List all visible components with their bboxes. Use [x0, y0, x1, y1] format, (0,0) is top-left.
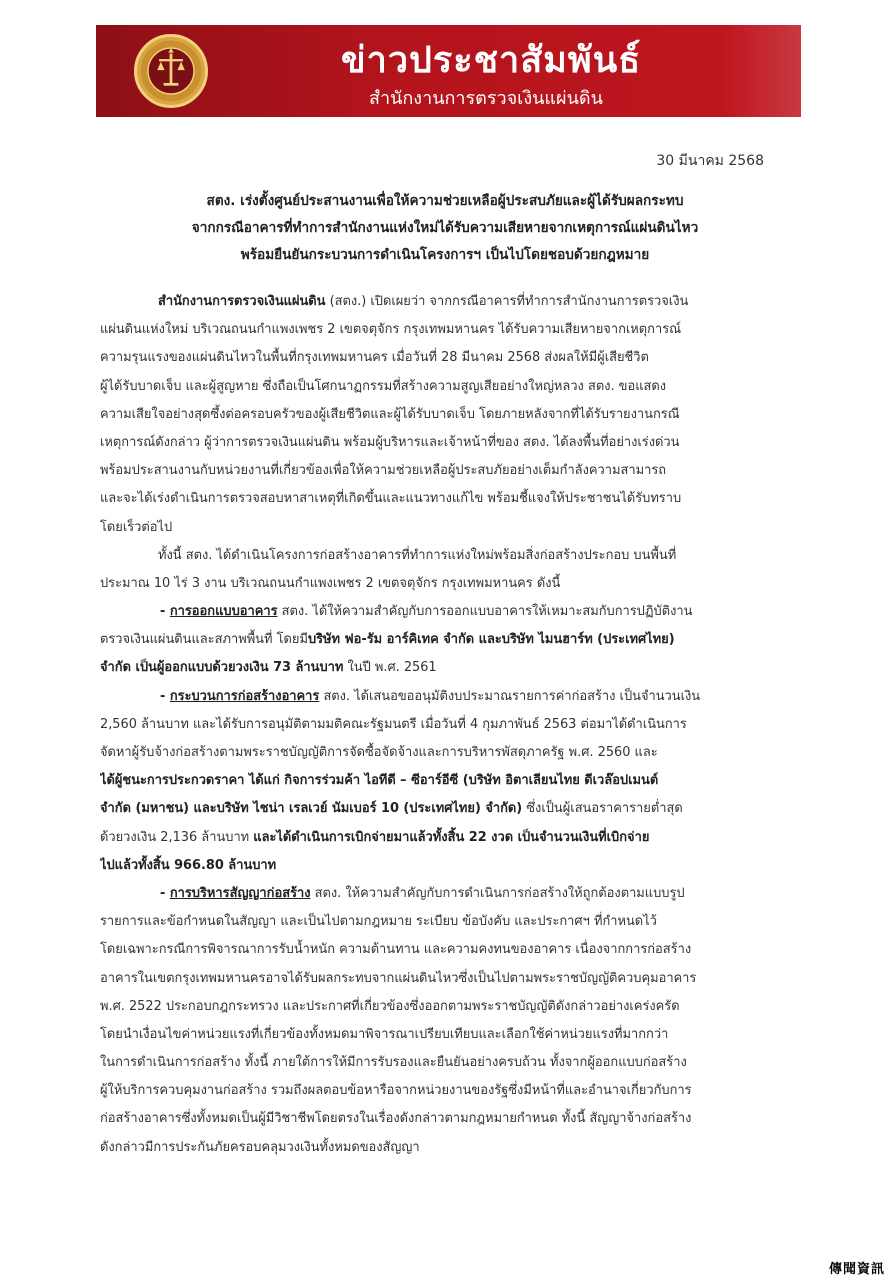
list-item-line: ได้ผู้ชนะการประกวดราคา ได้แก่ กิจการร่วมค้า ไอทีดี – ซีอาร์อีซี (บริษัท อิตาเลียนไทย ดีเวล๊อปเมนต์ — [100, 773, 659, 789]
bullet-dash: - — [160, 885, 170, 901]
list-item-line: ก่อสร้างอาคารซึ่งทั้งหมดเป็นผู้มีวิชาชีพโดยตรงในเรื่องดังกล่าวตามกฎหมายกำหนด ทั้งนี้ สัญญาจ้างก่อสร้าง — [100, 1111, 692, 1127]
list-item-line: โดยนำเงื่อนไขค่าหน่วยแรงที่เกี่ยวข้องทั้งหมดมาพิจารณาเปรียบเทียบและเลือกใช้ค่าหน่วยแรงที่มากกว่า — [100, 1026, 669, 1042]
list-item-line — [100, 880, 790, 908]
watermark: 傳聞資訊 — [828, 1262, 885, 1277]
item-text: ซึ่งเป็นผู้เสนอราคารายต่ำสุด — [522, 801, 683, 817]
headline-line: สตง. เร่งตั้งศูนย์ประสานงานเพื่อให้ความช่วยเหลือผู้ประสบภัยและผู้ได้รับผลกระทบ — [206, 193, 684, 209]
list-item-line: 2,560 ล้านบาท และได้รับการอนุมัติตามมติคณะรัฐมนตรี เมื่อวันที่ 4 กุมภาพันธ์ 2563 ต่อมาได้ดำเนินการ — [100, 716, 687, 732]
item-text: ตรวจเงินแผ่นดินและสภาพพื้นที่ โดยมี — [100, 632, 308, 648]
list-item-line: อาคารในเขตกรุงเทพมหานครอาจได้รับผลกระทบจากแผ่นดินไหวซึ่งเป็นไปตามพระราชบัญญัติควบคุมอาคาร — [100, 970, 697, 986]
list-item-line — [100, 824, 790, 852]
item-heading: การออกแบบอาคาร — [169, 604, 278, 620]
item-text-bold: บริษัท ฟอ-รัม อาร์คิเทค จำกัด และบริษัท ไมนฮาร์ท (ประเทศไทย) — [307, 632, 675, 648]
paragraph-line: และจะได้เร่งดำเนินการตรวจสอบหาสาเหตุที่เกิดขึ้นและแนวทางแก้ไข พร้อมชี้แจงให้ประชาชนได้รับทราบ — [100, 491, 682, 507]
headline-line: จากกรณีอาคารที่ทำการสำนักงานแห่งใหม่ได้รับความเสียหายจากเหตุการณ์แผ่นดินไหว — [191, 220, 699, 236]
list-item-line: ผู้ให้บริการควบคุมงานก่อสร้าง รวมถึงผลตอบข้อหารือจากหน่วยงานของรัฐซึ่งมีหน้าที่และอำนาจเกี่ยวกับการ — [100, 1083, 692, 1099]
list-item-line: จัดหาผู้รับจ้างก่อสร้างตามพระราชบัญญัติการจัดซื้อจัดจ้างและการบริหารพัสดุภาครัฐ พ.ศ. 2560 และ — [100, 745, 658, 760]
paragraph-line: โดยเร็วต่อไป — [100, 519, 173, 535]
list-item-line: ดังกล่าวมีการประกันภัยครอบคลุมวงเงินทั้งหมดของสัญญา — [100, 1139, 420, 1155]
list-item-line: ไปแล้วทั้งสิ้น 966.80 ล้านบาท — [100, 857, 277, 873]
paragraph-line: ความเสียใจอย่างสุดซึ้งต่อครอบครัวของผู้เสียชีวิตและผู้ได้รับบาดเจ็บ โดยภายหลังจากที่ได้รับรายงานกรณี — [100, 406, 680, 422]
paragraph-line: ทั้งนี้ สตง. ได้ดำเนินโครงการก่อสร้างอาคารที่ทำการแห่งใหม่พร้อมสิ่งก่อสร้างประกอบ บนพื้นที่ — [158, 547, 677, 563]
item-text: ด้วยวงเงิน 2,136 ล้านบาท — [100, 829, 254, 845]
list-item-line: ในการดำเนินการก่อสร้าง ทั้งนี้ ภายใต้การให้มีการรับรองและยืนยันอย่างครบถ้วน ทั้งจากผู้ออกแบบก่อสร้าง — [100, 1055, 687, 1071]
banner-highlight — [721, 25, 801, 117]
item-heading: กระบวนการก่อสร้างอาคาร — [169, 688, 320, 704]
paragraph-line — [100, 288, 790, 316]
item-text: ในปี พ.ศ. 2561 — [343, 660, 437, 676]
item-text: สตง. ได้เสนอขออนุมัติงบประมาณรายการค่าก่อสร้าง เป็นจำนวนเงิน — [319, 688, 701, 704]
paragraph-line: แผ่นดินแห่งใหม่ บริเวณถนนกำแพงเพชร 2 เขตจตุจักร กรุงเทพมหานคร ได้รับความเสียหายจากเหตุการณ์ — [100, 322, 682, 338]
list-item-line — [100, 598, 790, 626]
agency-seal-logo — [134, 34, 208, 108]
paragraph-line: ประมาณ 10 ไร่ 3 งาน บริเวณถนนกำแพงเพชร 2 เขตจตุจักร กรุงเทพมหานคร ดังนี้ — [100, 575, 561, 591]
bullet-dash: - — [160, 688, 170, 704]
item-text: สตง. ให้ความสำคัญกับการดำเนินการก่อสร้างให้ถูกต้องตามแบบรูป — [310, 885, 685, 901]
item-text-bold: และได้ดำเนินการเบิกจ่ายมาแล้วทั้งสิ้น 22 งวด เป็นจำนวนเงินที่เบิกจ่าย — [253, 829, 650, 845]
list-item-line — [100, 626, 790, 654]
list-item-line: รายการและข้อกำหนดในสัญญา และเป็นไปตามกฎหมาย ระเบียบ ข้อบังคับ และประกาศฯ ที่กำหนดไว้ — [100, 914, 657, 930]
list-item-line: พ.ศ. 2522 ประกอบกฎกระทรวง และประกาศที่เกี่ยวข้องซึ่งออกตามพระราชบัญญัติดังกล่าวอย่างเคร่งครัด — [100, 998, 680, 1014]
document-date: 30 มีนาคม 2568 — [656, 153, 764, 169]
paragraph-line: พร้อมประสานงานกับหน่วยงานที่เกี่ยวข้องเพื่อให้ความช่วยเหลือผู้ประสบภัยอย่างเต็มกำลังความสามารถ — [100, 463, 667, 479]
list-item-line — [100, 654, 790, 682]
paragraph-line: ผู้ได้รับบาดเจ็บ และผู้สูญหาย ซึ่งถือเป็นโศกนาฏกรรมที่สร้างความสูญเสียอย่างใหญ่หลวง สตง. ขอแสดง — [100, 378, 667, 394]
paragraph-text: (สตง.) เปิดเผยว่า จากกรณีอาคารที่ทำการสำนักงานการตรวจเงิน — [325, 294, 689, 309]
headline-line: พร้อมยืนยันกระบวนการดำเนินโครงการฯ เป็นไปโดยชอบด้วยกฎหมาย — [240, 247, 650, 263]
item-text: สตง. ได้ให้ความสำคัญกับการออกแบบอาคารให้เหมาะสมกับการปฏิบัติงาน — [277, 604, 693, 620]
banner-title: ข่าวประชาสัมพันธ์ — [341, 40, 642, 81]
list-item-line — [100, 795, 790, 823]
document-body — [100, 288, 790, 1162]
bullet-dash: - — [160, 604, 170, 620]
paragraph-line: เหตุการณ์ดังกล่าว ผู้ว่าการตรวจเงินแผ่นดิน พร้อมผู้บริหารและเจ้าหน้าที่ของ สตง. ได้ลงพื้นที่อย่างเร่งด่วน — [100, 434, 680, 450]
item-heading: การบริหารสัญญาก่อสร้าง — [169, 885, 311, 901]
header-banner — [96, 25, 801, 117]
banner-subtitle: สำนักงานการตรวจเงินแผ่นดิน — [369, 88, 603, 109]
list-item-line — [100, 683, 790, 711]
paragraph-line: ความรุนแรงของแผ่นดินไหวในพื้นที่กรุงเทพมหานคร เมื่อวันที่ 28 มีนาคม 2568 ส่งผลให้มีผู้เสียชีวิต — [100, 350, 649, 366]
item-text-bold: จำกัด (มหาชน) และบริษัท ไชน่า เรลเวย์ นัมเบอร์ 10 (ประเทศไทย) จำกัด) — [100, 801, 523, 817]
agency-name-bold: สำนักงานการตรวจเงินแผ่นดิน — [158, 294, 326, 309]
item-text-bold: จำกัด เป็นผู้ออกแบบด้วยวงเงิน 73 ล้านบาท — [100, 660, 344, 676]
seal-emblem-icon — [137, 37, 205, 105]
list-item-line: โดยเฉพาะกรณีการพิจารณาการรับน้ำหนัก ความต้านทาน และความคงทนของอาคาร เนื่องจากการก่อสร้าง — [100, 942, 692, 958]
headline — [100, 188, 790, 269]
